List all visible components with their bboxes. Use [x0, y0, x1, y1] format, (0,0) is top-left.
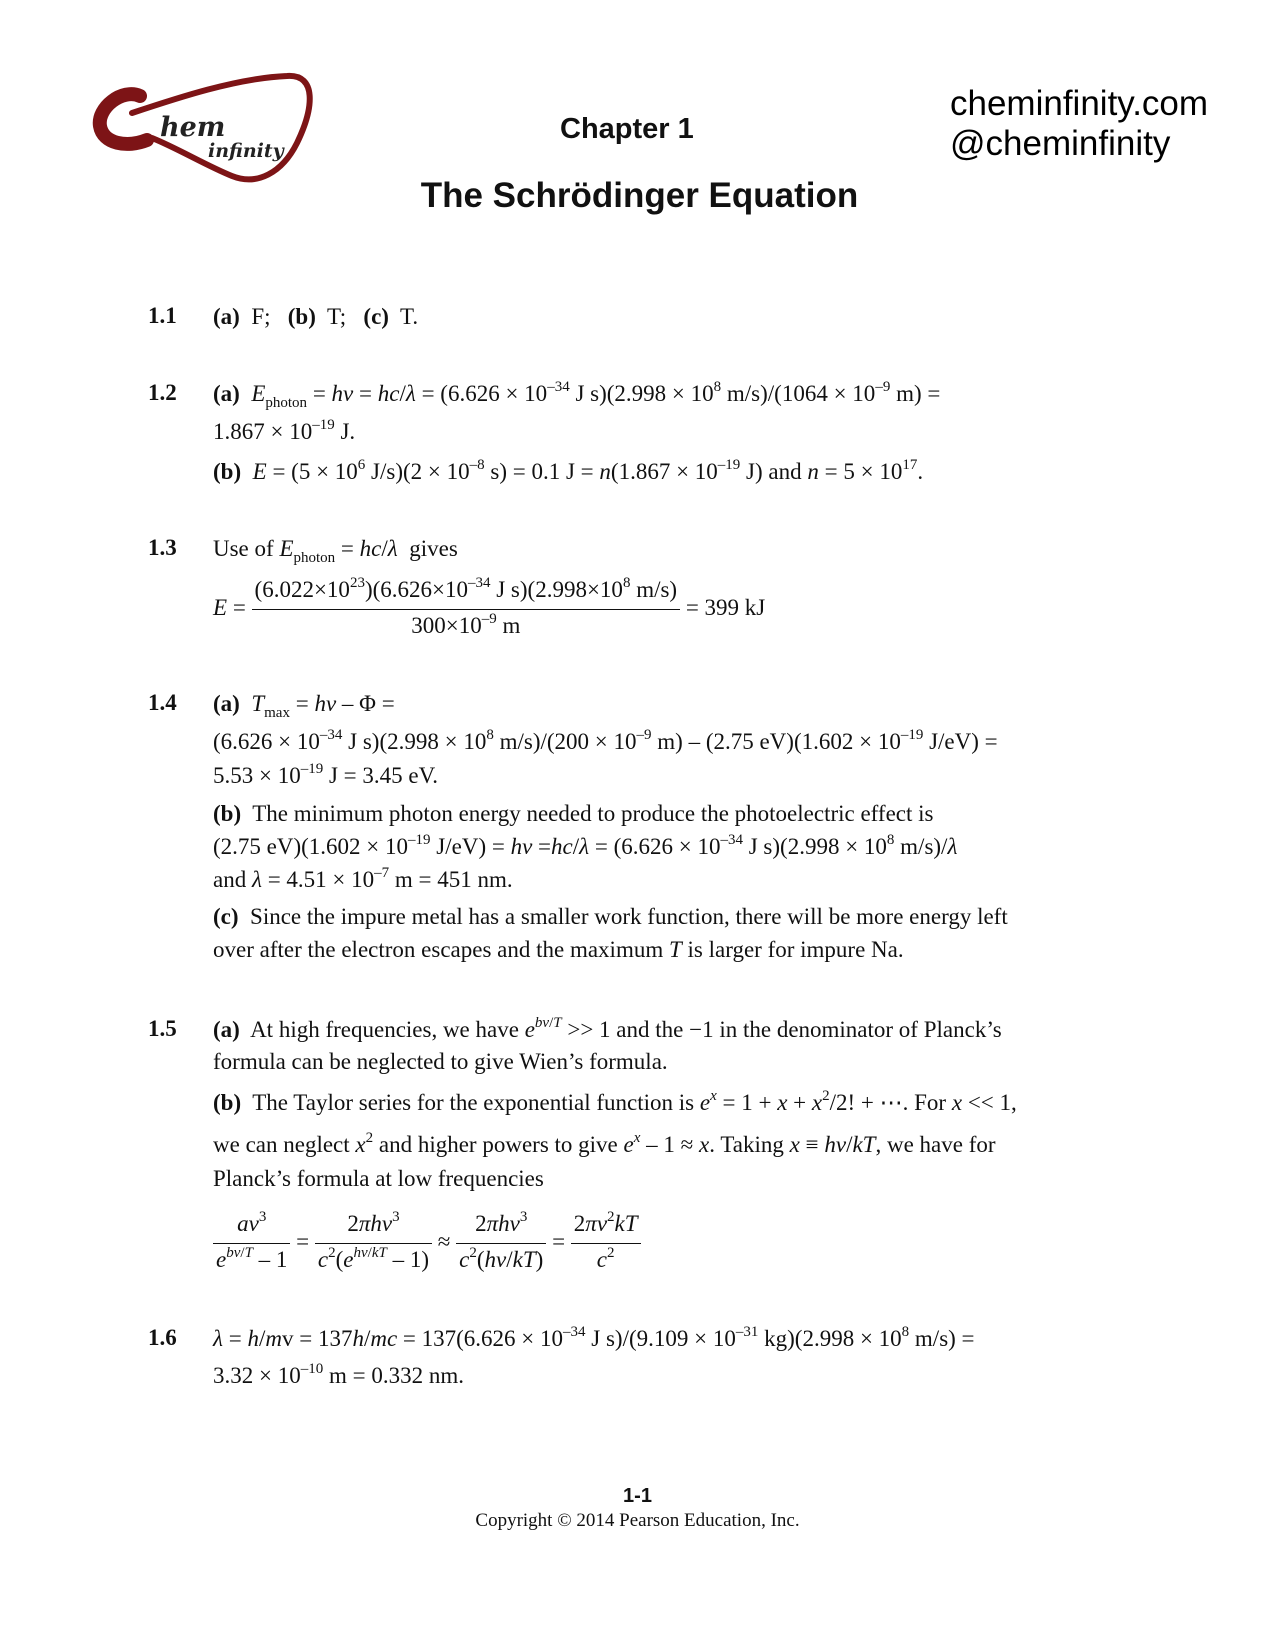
problem-number: 1.5: [148, 1016, 177, 1041]
logo-word-chem: hem: [160, 112, 226, 143]
site-handle[interactable]: @cheminfinity: [950, 124, 1171, 163]
problem-1-2-a: (a) $E_{photon} = h\nu = hc/\lambda = (6.626 \times 10^{-34}$ J $s)(2.998 \times 10^8$ $m/s)/(1064 \times 10^{-9}$ m) =: [213, 379, 941, 411]
problem-1-4-a-line2: ($6.626 \times 10^{-34}$ J $s)(2.998 \times 10^8$ $m/s)/(200 \times 10^{-9}$ m) – (2.75 $eV)(1.602 \times 10^{-19}$ J/eV) =: [213, 727, 998, 754]
problem-1-2-b: (b) $E = (5 \times 10^6$ $J/s)(2 \times 10^{-8}$ s) = 0.1 $J = n(1.867 \times 10^{-19}$ J) and $n = 5 \times 10^{17}$.: [213, 457, 924, 484]
problem-1-5-a: (a) At high frequencies, we have $e^{b\nu/T} >> 1$ and the −1 in the denominator of Planck’s: [213, 1015, 1002, 1042]
problem-1-2-a-result: $1.867 \times 10^{-19}$ J.: [213, 417, 356, 444]
problem-1-5-b: (b) The Taylor series for the exponential function is $e^x = 1 + x + x^2/2$! + ⋯. For x << 1,: [213, 1088, 1017, 1115]
problem-1-1-answer: (a) F; (b) T; (c) T.: [213, 304, 419, 329]
problem-number: 1.4: [148, 690, 177, 715]
problem-1-4-b: (b) The minimum photon energy needed to produce the photoelectric effect is: [213, 801, 934, 826]
problem-1-3-intro: Use of $E_{photon} = hc/\lambda$ gives: [213, 536, 458, 566]
chapter-label: Chapter 1: [560, 113, 694, 145]
problem-1-4-a-line3: $5.53 \times 10^{-19}$ J = 3.45 eV.: [213, 761, 439, 788]
problem-1-4-b-line2: (2.75 $eV)(1.602 \times 10^{-19}$ $J/eV) = h\nu =hc/\lambda = (6.626 \times 10^{-34}$ J $s)(2.998 \times 10^8$ m/s)/λ: [213, 832, 958, 859]
problem-number: 1.1: [148, 303, 177, 328]
copyright: Copyright © 2014 Pearson Education, Inc.: [475, 1510, 800, 1531]
problem-1-4-a: (a) $T_{max} = h\nu - \Phi$ =: [213, 691, 395, 721]
logo-word-infinity: infinity: [208, 140, 284, 162]
site-info: [950, 84, 1208, 164]
page-number: 1-1: [623, 1485, 652, 1507]
problem-1-5-b-line3: Planck’s formula at low frequencies: [213, 1166, 544, 1191]
problem-1-4-c-line2: over after the electron escapes and the maximum T is larger for impure Na.: [213, 937, 904, 962]
site-url[interactable]: cheminfinity.com: [950, 84, 1209, 123]
problem-1-3-equation: E = $\frac{(6.022\times 10^{23})(6.626\times 10^{-34} J s)(2.998\times 10^8 m/s)}{300\times 10^{-9} m}$ = 399 kJ: [213, 576, 765, 643]
problem-1-5-b-line2: we can neglect $x^2$ and higher powers to give $e^x - 1 \approx x$. Taking x ≡ hν/kT, we have for: [213, 1130, 996, 1157]
problem-1-5-a-line2: formula can be neglected to give Wien’s formula.: [213, 1049, 668, 1074]
page-title: The Schrödinger Equation: [420, 176, 859, 215]
problem-number: 1.2: [148, 380, 177, 405]
problem-1-6-line2: $3.32 \times 10^{-10}$ m = 0.332 nm.: [213, 1361, 464, 1388]
problem-number: 1.3: [148, 535, 177, 560]
problem-1-5-b-equation: $\frac{a\nu^3}{e^{b\nu/T} - 1}$ = $\frac{2\pi h\nu^3}{c^2(e^{h\nu/kT} - 1)}$ ≈ $\frac{2\pi h\nu^3}{c^2(h\nu/kT)}$ = $\frac{2\pi\nu^2kT}{c^2}$: [213, 1210, 641, 1277]
problem-1-6: $\lambda = h/mv = 137h/mc = 137(6.626 \times 10^{-34}$ J $s)/(9.109 \times 10^{-31}$ $kg)(2.998 \times 10^8$ m/s) =: [213, 1324, 975, 1351]
problem-number: 1.6: [148, 1325, 177, 1350]
problem-1-4-b-line3: and $\lambda = 4.51 \times 10^{-7}$ m = 451 nm.: [213, 865, 513, 892]
problem-1-4-c: (c) Since the impure metal has a smaller work function, there will be more energy left: [213, 904, 1008, 929]
